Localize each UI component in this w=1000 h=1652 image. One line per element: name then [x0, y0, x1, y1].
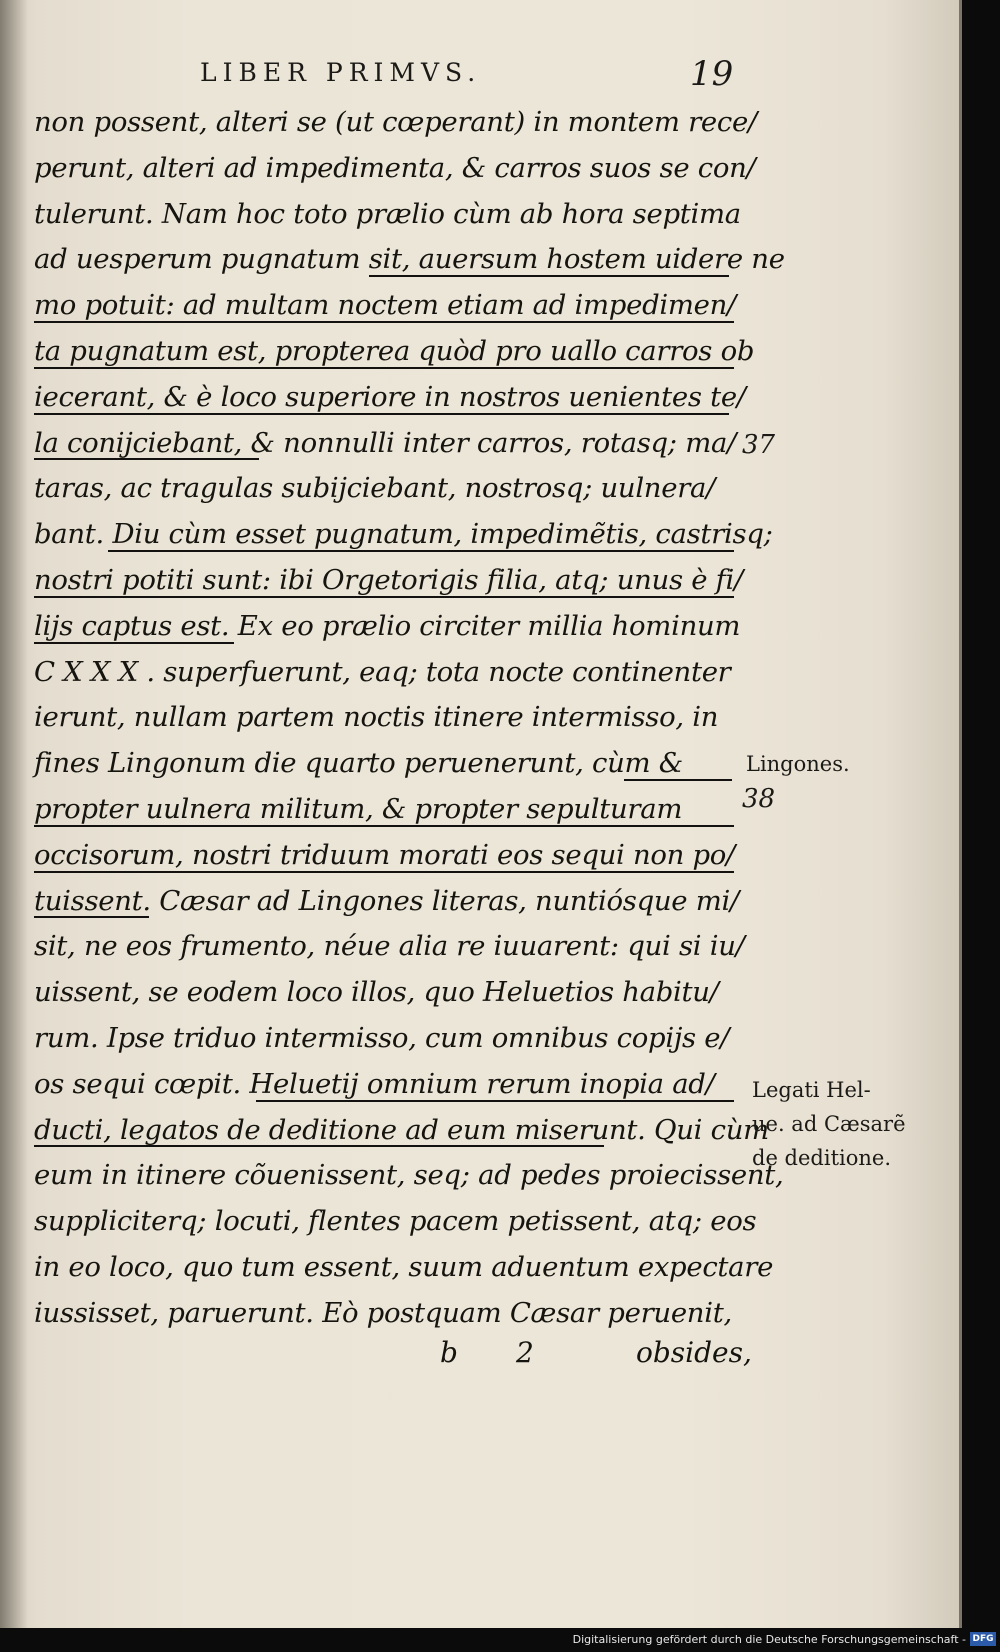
text-line: perunt, alteri ad impedimenta, & carros suos se con/: [34, 151, 756, 184]
marginal-note-lingones: Lingones.: [746, 752, 850, 776]
underline-mark: [34, 642, 234, 644]
marginal-note-37: 37: [742, 430, 776, 460]
text-line: tulerunt. Nam hoc toto prælio cùm ab hora septima: [34, 197, 741, 230]
text-line: iecerant, & è loco superiore in nostros uenientes te/: [34, 380, 746, 413]
text-line: ducti, legatos de deditione ad eum miserunt. Qui cùm: [34, 1113, 769, 1146]
text-line: in eo loco, quo tum essent, suum aduentum expectare: [34, 1250, 774, 1283]
underline-mark: [34, 1145, 604, 1147]
text-line: nostri potiti sunt: ibi Orgetorigis filia, atq; unus è fi/: [34, 563, 743, 596]
gutter-shadow: [0, 0, 28, 1628]
dfg-logo: DFG: [970, 1632, 996, 1646]
catchword: obsides,: [636, 1336, 752, 1369]
underline-mark: [108, 550, 734, 552]
text-line: non possent, alteri se (ut cœperant) in montem rece/: [34, 106, 757, 138]
underline-mark: [34, 321, 734, 323]
text-line: fines Lingonum die quarto peruenerunt, cùm &: [34, 741, 734, 787]
underline-mark: [34, 825, 734, 827]
text-line: occisorum, nostri triduum morati eos sequi non po/: [34, 838, 736, 871]
signature-mark: b: [440, 1336, 458, 1369]
marginal-note-legati: ue. ad Cæsarẽ: [752, 1112, 906, 1136]
text-line: sit, ne eos frumento, néue alia re iuuarent: qui si iu/: [34, 930, 745, 963]
text-line: iussisset, paruerunt. Eò postquam Cæsar peruenit,: [34, 1296, 732, 1329]
page-number: 19: [690, 54, 734, 94]
text-line: ierunt, nullam partem noctis itinere intermisso, in: [34, 701, 719, 734]
underline-mark: [34, 458, 259, 460]
marginal-note-legati: de deditione.: [752, 1146, 892, 1170]
text-line: ad uesperum pugnatum sit, auersum hostem uidere ne: [34, 243, 785, 276]
underline-mark: [624, 779, 732, 781]
text-line: uissent, se eodem loco illos, quo Heluetios habitu/: [34, 976, 719, 1009]
marginal-note-38: 38: [742, 784, 776, 814]
underline-mark: [34, 916, 149, 918]
text-line: os sequi cœpit. Heluetij omnium rerum inopia ad/: [34, 1062, 734, 1108]
underline-mark: [256, 1100, 734, 1102]
text-line: suppliciterq; locuti, flentes pacem petissent, atq; eos: [34, 1205, 757, 1238]
footer-credit: Digitalisierung gefördert durch die Deutsche Forschungsgemeinschaft -: [572, 1633, 966, 1646]
underline-mark: [34, 367, 734, 369]
text-line: C X X X . superfuerunt, eaq; tota nocte continenter: [34, 655, 731, 688]
underline-mark: [34, 871, 734, 873]
text-line: la conijciebant, & nonnulli inter carros, rotasq; ma/: [34, 426, 737, 459]
text-line: taras, ac tragulas subijciebant, nostrosq; uulnera/: [34, 472, 716, 505]
underline-mark: [369, 275, 729, 277]
signature-number: 2: [516, 1336, 534, 1369]
text-line: bant. Diu cùm esset pugnatum, impedimẽtis, castrisq;: [34, 518, 773, 551]
text-line: eum in itinere cõuenissent, seq; ad pedes proiecissent,: [34, 1159, 784, 1192]
text-line: ta pugnatum est, propterea quòd pro uallo carros ob: [34, 334, 755, 367]
text-line: propter uulnera militum, & propter sepulturam: [34, 787, 734, 833]
underline-mark: [34, 596, 734, 598]
text-line: tuissent. Cæsar ad Lingones literas, nuntiósque mi/: [34, 884, 739, 917]
text-line: rum. Ipse triduo intermisso, cum omnibus copijs e/: [34, 1021, 730, 1054]
text-line: mo potuit: ad multam noctem etiam ad impedimen/: [34, 289, 737, 322]
marginal-note-legati: Legati Hel-: [752, 1078, 871, 1102]
running-head: LIBER PRIMVS.: [200, 58, 482, 87]
underline-mark: [34, 413, 729, 415]
text-line: lijs captus est. Ex eo prælio circiter millia hominum: [34, 609, 741, 642]
